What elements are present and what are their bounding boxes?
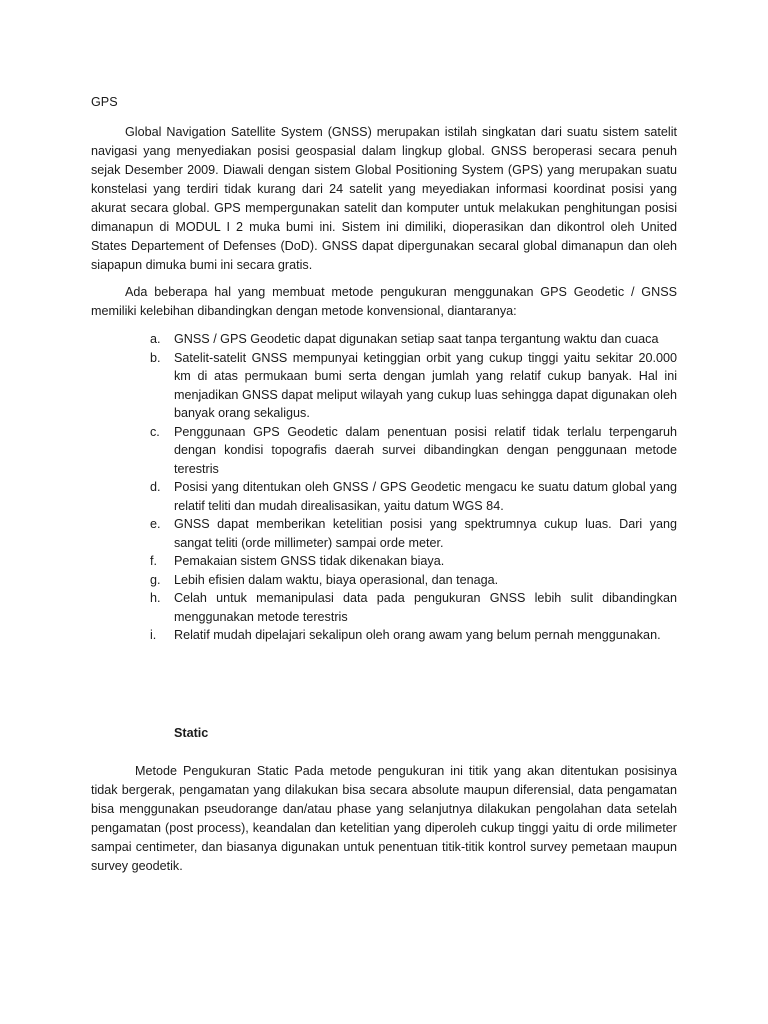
gnss-intro-paragraph: Global Navigation Satellite System (GNSS) merupakan istilah singkatan dari suatu sistem satelit navigasi yang menyediakan posisi geospasial dalam lingkup global. GNSS beroperasi secara penuh sejak Desember 2009. Diawali dengan sistem Global Positioning System (GPS) yang merupakan suatu konstelasi yang terdiri tidak kurang dari 24 satelit yang meyediakan informasi koordinat posisi yang akurat secara global. GPS mempergunakan satelit dan komputer untuk melakukan penghitungan posisi dimanapun di MODUL I 2 muka bumi ini. Sistem ini dimiliki, dioperasikan dan dikontrol oleh United States Departement of Defenses (DoD). GNSS dapat dipergunakan secaral global dimanapun dan oleh siapapun dimuka bumi ini secara gratis. — [91, 125, 677, 272]
list-item-text: GNSS / GPS Geodetic dapat digunakan setiap saat tanpa tergantung waktu dan cuaca — [174, 332, 659, 346]
list-item — [150, 330, 677, 349]
list-marker: g. — [150, 572, 161, 587]
static-method-paragraph: Metode Pengukuran Static Pada metode pengukuran ini titik yang akan ditentukan posisinya tidak bergerak, pengamatan yang dilakukan bisa secara absolute maupun diferensial, data pengamatan bisa menggunakan pseudorange dan/atau phase yang selanjutnya dilakukan pengolahan data setelah pengamatan (post process), keandalan dan ketelitian yang diperoleh cukup tinggi yaitu di orde milimeter sampai centimeter, dan biasanya digunakan untuk penentuan titik-titik kontrol survey pemetaan maupun survey geodetik. — [91, 764, 677, 873]
list-item-text: Penggunaan GPS Geodetic dalam penentuan posisi relatif tidak terlalu terpengaruh dengan kondisi topografis daerah survei dibandingkan dengan penggunaan metode terestris — [174, 424, 677, 476]
list-item-text: Pemakaian sistem GNSS tidak dikenakan biaya. — [174, 554, 445, 568]
advantages-intro-paragraph: Ada beberapa hal yang membuat metode pengukuran menggunakan GPS Geodetic / GNSS memiliki kelebihan dibandingkan dengan metode konvensional, diantaranya: — [91, 285, 677, 318]
list-marker: e. — [150, 517, 161, 531]
list-item — [150, 478, 677, 515]
list-item-text: GNSS dapat memberikan ketelitian posisi yang spektrumnya cukup luas. Dari yang sangat teliti (orde millimeter) sampai orde meter. — [174, 517, 677, 550]
document-heading: GPS — [91, 95, 118, 109]
list-item-text: Relatif mudah dipelajari sekalipun oleh orang awam yang belum pernah menggunakan. — [174, 628, 661, 642]
list-item — [150, 552, 677, 571]
list-item-text: Satelit-satelit GNSS mempunyai ketinggian orbit yang cukup tinggi yaitu sekitar 20.000 km di atas permukaan bumi serta dengan jumlah yang relatif cukup banyak. Hal ini menjadikan GNSS dapat meliput wilayah yang cukup luas sehingga dapat digunakan oleh banyak orang sekaligus. — [174, 350, 677, 420]
list-item — [150, 515, 677, 552]
list-item-text: Celah untuk memanipulasi data pada pengukuran GNSS lebih sulit dibandingkan menggunakan metode terestris — [174, 591, 677, 624]
list-marker: i. — [150, 628, 157, 642]
list-marker: f. — [150, 554, 157, 568]
list-item — [150, 349, 677, 423]
list-marker: h. — [150, 591, 161, 605]
list-item — [150, 626, 677, 645]
list-marker: d. — [150, 480, 161, 494]
advantages-list — [150, 330, 677, 645]
list-marker: b. — [150, 350, 161, 365]
list-item-text: Lebih efisien dalam waktu, biaya operasional, dan tenaga. — [174, 572, 499, 587]
list-item — [150, 423, 677, 479]
list-item — [150, 589, 677, 626]
list-item-text: Posisi yang ditentukan oleh GNSS / GPS Geodetic mengacu ke suatu datum global yang relatif teliti dan mudah direalisasikan, yaitu datum WGS 84. — [174, 480, 677, 513]
list-item — [150, 571, 677, 590]
list-marker: a. — [150, 332, 161, 346]
list-marker: c. — [150, 424, 160, 439]
static-section-heading: Static — [174, 726, 209, 740]
